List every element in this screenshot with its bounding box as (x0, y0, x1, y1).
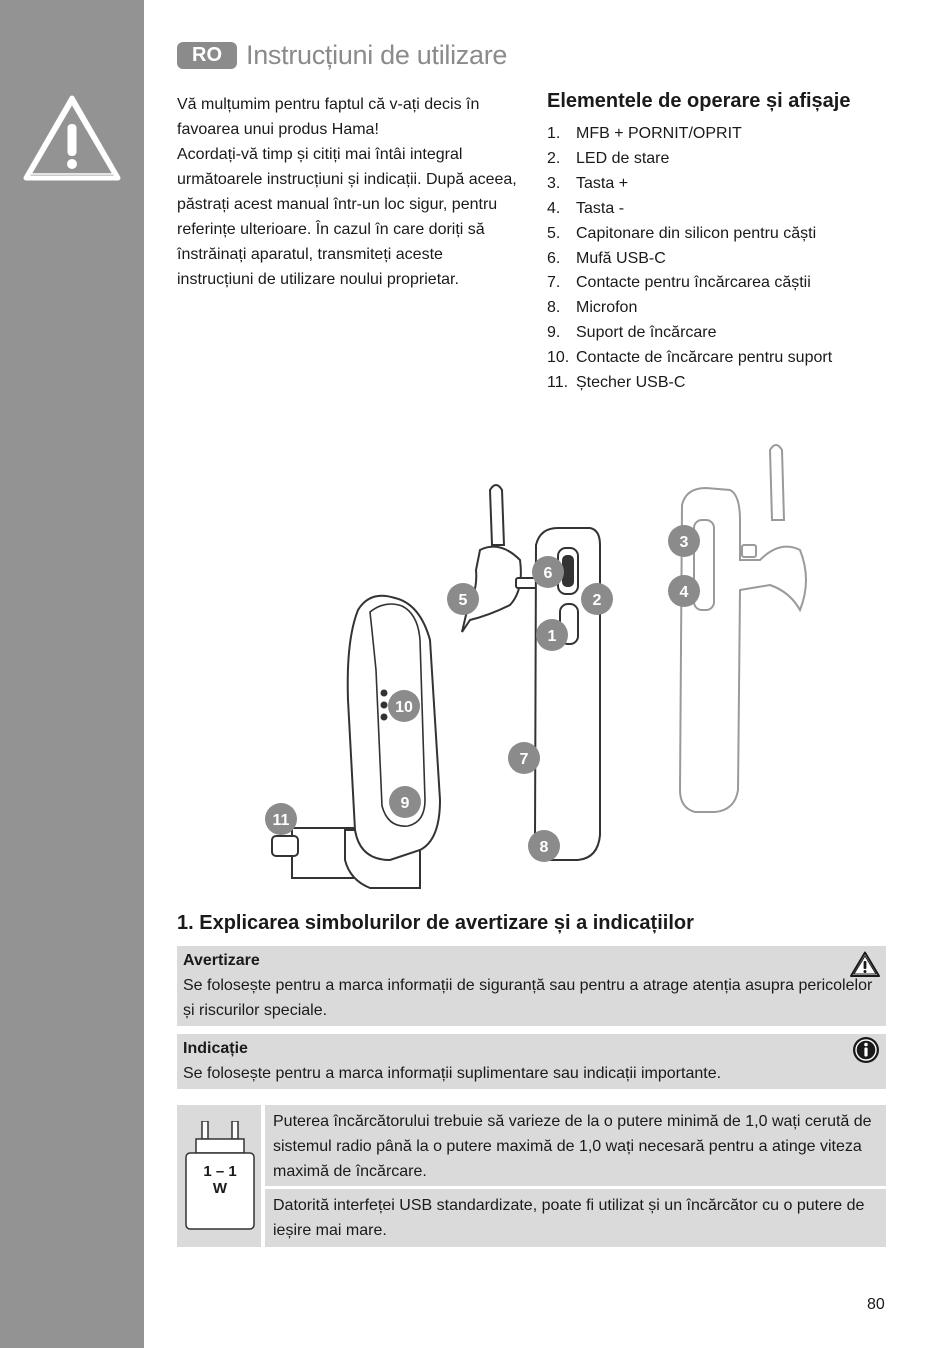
item-label: Contacte pentru încărcarea căștii (576, 274, 811, 292)
info-box (177, 1034, 886, 1089)
marker-label: 1 (547, 628, 557, 645)
marker-6 (532, 556, 564, 588)
warning-triangle-icon (850, 951, 880, 977)
page-title: Instrucțiuni de utilizare (246, 40, 508, 70)
charger-icon-cell (177, 1105, 261, 1247)
item-label: Contacte de încărcare pentru suport (576, 349, 833, 367)
item-number: 10. (547, 349, 570, 367)
warning-icon (22, 94, 122, 182)
page-header (177, 40, 507, 71)
warning-box (177, 946, 886, 1026)
item-label: LED de stare (576, 149, 670, 167)
item-number: 1. (547, 125, 561, 142)
charging-cradle-drawing (272, 596, 440, 888)
charger-power-line2: W (212, 1180, 228, 1197)
headset-illustration (262, 440, 842, 900)
info-icon (852, 1036, 880, 1064)
elements-heading: Elementele de operare și afișaje (547, 90, 851, 112)
item-number: 4. (547, 199, 561, 217)
intro-paragraph-2: Acordați-vă timp și citiți mai întâi integral următoarele instrucțiuni și indicații. După aceea, păstrați acest manual într-un loc sigur, pentru referințe ulterioare. În cazul în care doriți să înstrăinați aparatul, transmiteți aceste instrucțiuni de utilizare noului proprietar. (177, 146, 517, 288)
list-item (547, 321, 832, 346)
page-number: 80 (867, 1296, 885, 1313)
marker-1 (536, 619, 568, 651)
language-badge: RO (177, 42, 237, 69)
item-number: 9. (547, 324, 561, 342)
marker-label: 11 (272, 812, 290, 829)
marker-label: 4 (679, 584, 689, 601)
marker-8 (528, 830, 560, 862)
item-number: 11. (547, 374, 569, 392)
item-number: 3. (547, 174, 561, 192)
marker-label: 7 (519, 751, 529, 768)
marker-label: 3 (679, 534, 689, 551)
headset-front-drawing (680, 445, 806, 812)
list-item (547, 222, 832, 247)
charger-power-line1: 1 – 1 (203, 1163, 237, 1180)
list-item (547, 346, 832, 371)
list-item (547, 296, 832, 321)
headset-side-drawing (462, 485, 600, 860)
marker-label: 10 (395, 699, 413, 716)
charger-power-label (186, 1163, 254, 1197)
marker-2 (581, 583, 613, 615)
item-number: 8. (547, 299, 561, 317)
item-label: Tasta - (576, 199, 625, 217)
item-number: 7. (547, 274, 561, 292)
list-item (547, 371, 832, 396)
charger-row-2: Datorită interfeței USB standardizate, poate fi utilizat și un încărcător cu o putere de ieșire mai mare. (265, 1189, 886, 1247)
list-item (547, 122, 832, 147)
list-item (547, 197, 832, 222)
item-label: Capitonare din silicon pentru căști (576, 224, 817, 242)
marker-label: 6 (543, 565, 553, 582)
marker-label: 5 (458, 592, 468, 609)
marker-11 (265, 803, 297, 835)
marker-7 (508, 742, 540, 774)
marker-4 (668, 575, 700, 607)
marker-label: 8 (539, 839, 549, 856)
marker-label: 9 (400, 795, 410, 812)
item-label: Suport de încărcare (576, 324, 717, 342)
item-label: MFB + PORNIT/OPRIT (576, 125, 742, 142)
info-heading: Indicație (183, 1040, 248, 1057)
list-item (547, 271, 832, 296)
marker-label: 2 (592, 592, 602, 609)
list-item (547, 172, 832, 197)
item-label: Ștecher USB-C (576, 374, 686, 392)
charger-info-table (177, 1105, 886, 1247)
item-number: 5. (547, 224, 561, 242)
charger-row-1: Puterea încărcătorului trebuie să varieze de la o putere minimă de 1,0 wați cerută de sistemul radio până la o putere maximă de 1,0 wați necesară pentru a atinge viteza maximă de încărcare. (265, 1105, 886, 1186)
intro-paragraph-1: Vă mulțumim pentru faptul că v-ați decis în favoarea unui produs Hama! (177, 96, 480, 138)
marker-10 (388, 690, 420, 722)
warning-heading: Avertizare (183, 952, 260, 969)
section-title: 1. Explicarea simbolurilor de avertizare și a indicațiilor (177, 912, 694, 934)
list-item (547, 147, 832, 172)
item-label: Mufă USB-C (576, 249, 666, 267)
item-number: 2. (547, 149, 561, 167)
marker-3 (668, 525, 700, 557)
marker-9 (389, 786, 421, 818)
item-label: Tasta + (576, 174, 629, 192)
marker-5 (447, 583, 479, 615)
item-label: Microfon (576, 299, 638, 317)
warning-text: Se folosește pentru a marca informații de siguranță sau pentru a atrage atenția asupra pericolelor și riscurilor speciale. (183, 977, 873, 1019)
item-number: 6. (547, 249, 561, 267)
intro-text (177, 92, 522, 292)
info-text: Se folosește pentru a marca informații suplimentare sau indicații importante. (183, 1065, 722, 1082)
left-sidebar (0, 0, 144, 1348)
list-item (547, 247, 832, 272)
elements-list (547, 122, 832, 396)
